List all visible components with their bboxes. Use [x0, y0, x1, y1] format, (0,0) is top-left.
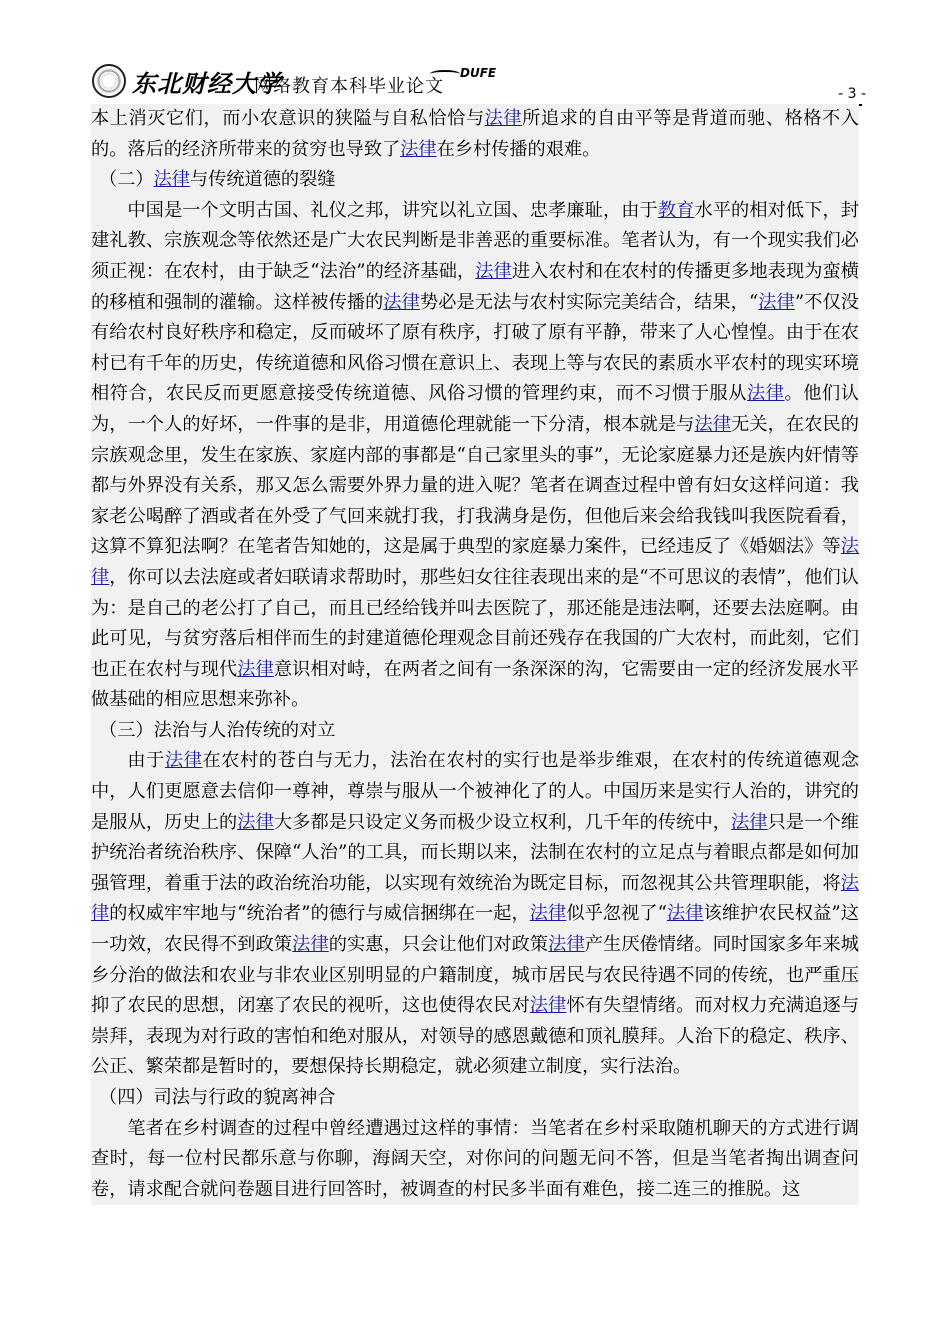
legal-term-link[interactable]: 法律	[694, 413, 732, 435]
legal-term-link[interactable]: 法律	[529, 903, 567, 925]
section-heading-4: （四）司法与行政的貌离神合	[99, 1087, 336, 1108]
legal-term-link[interactable]: 法律	[666, 903, 704, 925]
university-seal-icon	[92, 64, 126, 98]
legal-term-link[interactable]: 法律	[237, 811, 274, 833]
text-run: ”不仅没有给农村良好秩序和稳定，反而破坏了原有秩序，打破了原有平静，带来了人心惶惶。由于在农村已有千年的历史，传统道德和风俗习惯在意识上、表现上等与农民的素质水平农村的现实环境相符合，农民反而更愿意接受传统道德、风俗习惯的管理约束，而不习惯于服从	[91, 291, 859, 405]
text-run: 的实惠，只会让他们对政策	[328, 934, 549, 956]
legal-term-link[interactable]: 法律	[484, 108, 523, 129]
text-run: 与传统道德的裂缝	[189, 169, 336, 191]
paragraph-1	[91, 104, 859, 165]
text-run: 似乎忽视了“	[566, 903, 667, 925]
legal-term-link[interactable]: 法律	[758, 291, 795, 313]
paragraph-3	[91, 746, 859, 1083]
legal-term-link[interactable]: 法律	[529, 995, 567, 1017]
legal-term-link[interactable]: 法律	[400, 138, 437, 160]
text-run: 中国是一个文明古国、礼仪之邦，讲究以礼立国、忠孝廉耻，由于	[127, 199, 658, 221]
legal-term-link[interactable]: 法律	[164, 750, 203, 772]
text-run: 由于	[127, 750, 165, 772]
text-run: 产生厌倦情绪。同时国家多年来城乡分治的做法和农业与非农业区别明显的户籍制度，城市居民与农民待遇不同的传统，也严重压抑了农民的思想，闭塞了农民的视听，这也使得农民对	[91, 934, 859, 1017]
text-run: 所追求的自由平等是背道而驰、格格不入的。落后的经济所带来的贫穷也导致了	[91, 108, 859, 160]
text-run: 在农村的苍白与无力，法治在农村的实行也是举步维艰，在农村的传统道德观念中，人们更愿意去信仰一尊神，尊崇与服从一个被神化了的人。中国历来是实行人治的，讲究的是服从，历史上的	[91, 750, 859, 833]
university-name: 东北财经大学	[132, 69, 282, 98]
legal-term-link[interactable]: 法律	[292, 934, 329, 956]
text-run: 势必是无法与农村实际完美结合，结果，“	[419, 291, 759, 313]
thesis-type-title: 网络教育本科毕业论文	[254, 76, 444, 97]
text-run: 怀有失望情绪。而对权力充满追逐与崇拜，表现为对行政的害怕和绝对服从，对领导的感恩戴德和顶礼膜拜。人治下的稳定、秩序、公正、繁荣都是暂时的，要想保持长期稳定，就必须建立制度，实行法治。	[91, 995, 859, 1078]
legal-term-link[interactable]: 教育	[657, 199, 695, 221]
text-run: 。他们认为，一个人的好坏，一件事的是非，用道德伦理就能一下分清，根本就是与	[91, 383, 859, 435]
text-run: 该维护农民权益”这一功效，农民得不到政策	[91, 903, 859, 956]
paragraph-2	[91, 196, 859, 716]
legal-term-link[interactable]: 法律	[731, 811, 768, 833]
dufe-logo-text: DUFE	[460, 66, 497, 80]
legal-term-link[interactable]: 法律	[747, 383, 785, 405]
legal-term-link[interactable]: 法律	[153, 169, 190, 191]
text-run: 的权威牢牢地与“统治者”的德行与威信捆绑在一起，	[109, 903, 530, 925]
text-run: 意识相对峙，在两者之间有一条深深的沟，它需要由一定的经济发展水平做基础的相应思想来弥补。	[91, 658, 859, 711]
document-body	[91, 104, 859, 1205]
text-run: 本上消灭它们，而小农意识的狭隘与自私恰恰与	[91, 108, 485, 129]
page-number: - 3 -	[838, 86, 866, 102]
text-run: 无关，在农民的宗族观念里，发生在家族、家庭内部的事都是“自己家里头的事”，无论家庭暴力还是族内奸情等都与外界没有关系，那又怎么需要外界力量的进入呢？笔者在调查过程中曾有妇女这样问道：我家老公喝醉了酒或者在外受了气回来就打我，打我满身是伤，但他后来会给我钱叫我医院看看，这算不算犯法啊？在笔者告知她的，这是属于典型的家庭暴力案件，已经违反了《婚姻法》等	[91, 413, 859, 558]
section-heading-2	[91, 165, 859, 196]
legal-term-link[interactable]: 法律	[237, 658, 274, 680]
text-run: 只是一个维护统治者统治秩序、保障“人治”的工具，而长期以来，法制在农村的立足点与着眼点都是如何加强管理，着重于法的政治统治功能，以实现有效统治为既定目标，而忽视其公共管理职能，将	[91, 811, 859, 894]
paragraph-4: 笔者在乡村调查的过程中曾经遭遇过这样的事情：当笔者在乡村采取随机聊天的方式进行调查时，每一位村民都乐意与你聊，海阔天空，对你问的问题无问不答，但是当笔者掏出调查问卷，请求配合就问卷题目进行回答时，被调查的村民多半面有难色，接二连三的推脱。这	[91, 1117, 859, 1200]
legal-term-link[interactable]: 法律	[91, 872, 859, 925]
legal-term-link[interactable]: 法律	[475, 260, 512, 282]
text-run: ，你可以去法庭或者妇联请求帮助时，那些妇女往往表现出来的是“不可思议的表情”，他们认为：是自己的老公打了自己，而且已经给钱并叫去医院了，那还能是违法啊，还要去法庭啊。由此可见，与贫穷落后相伴而生的封建道德伦理观念目前还残存在我国的广大农村，而此刻，它们也正在农村与现代	[91, 566, 859, 680]
text-run: 进入农村和在农村的传播更多地表现为蛮横的移植和强制的灌输。这样被传播的	[91, 260, 859, 313]
legal-term-link[interactable]: 法律	[548, 934, 585, 956]
page-header	[92, 62, 862, 104]
text-run: 水平的相对低下，封建礼教、宗族观念等依然还是广大农民判断是非善恶的重要标准。笔者认为，有一个现实我们必须正视：在农村，由于缺乏“法治”的经济基础，	[91, 199, 859, 282]
dufe-logo-icon	[430, 66, 496, 80]
text-run: 在乡村传播的艰难。	[436, 138, 601, 160]
legal-term-link[interactable]: 法律	[383, 291, 420, 313]
text-run: 大多都是只设定义务而极少设立权利，几千年的传统中，	[273, 811, 732, 833]
legal-term-link[interactable]: 法律	[91, 536, 859, 588]
text-run: （二）	[99, 169, 154, 191]
section-heading-3: （三）法治与人治传统的对立	[99, 719, 336, 741]
